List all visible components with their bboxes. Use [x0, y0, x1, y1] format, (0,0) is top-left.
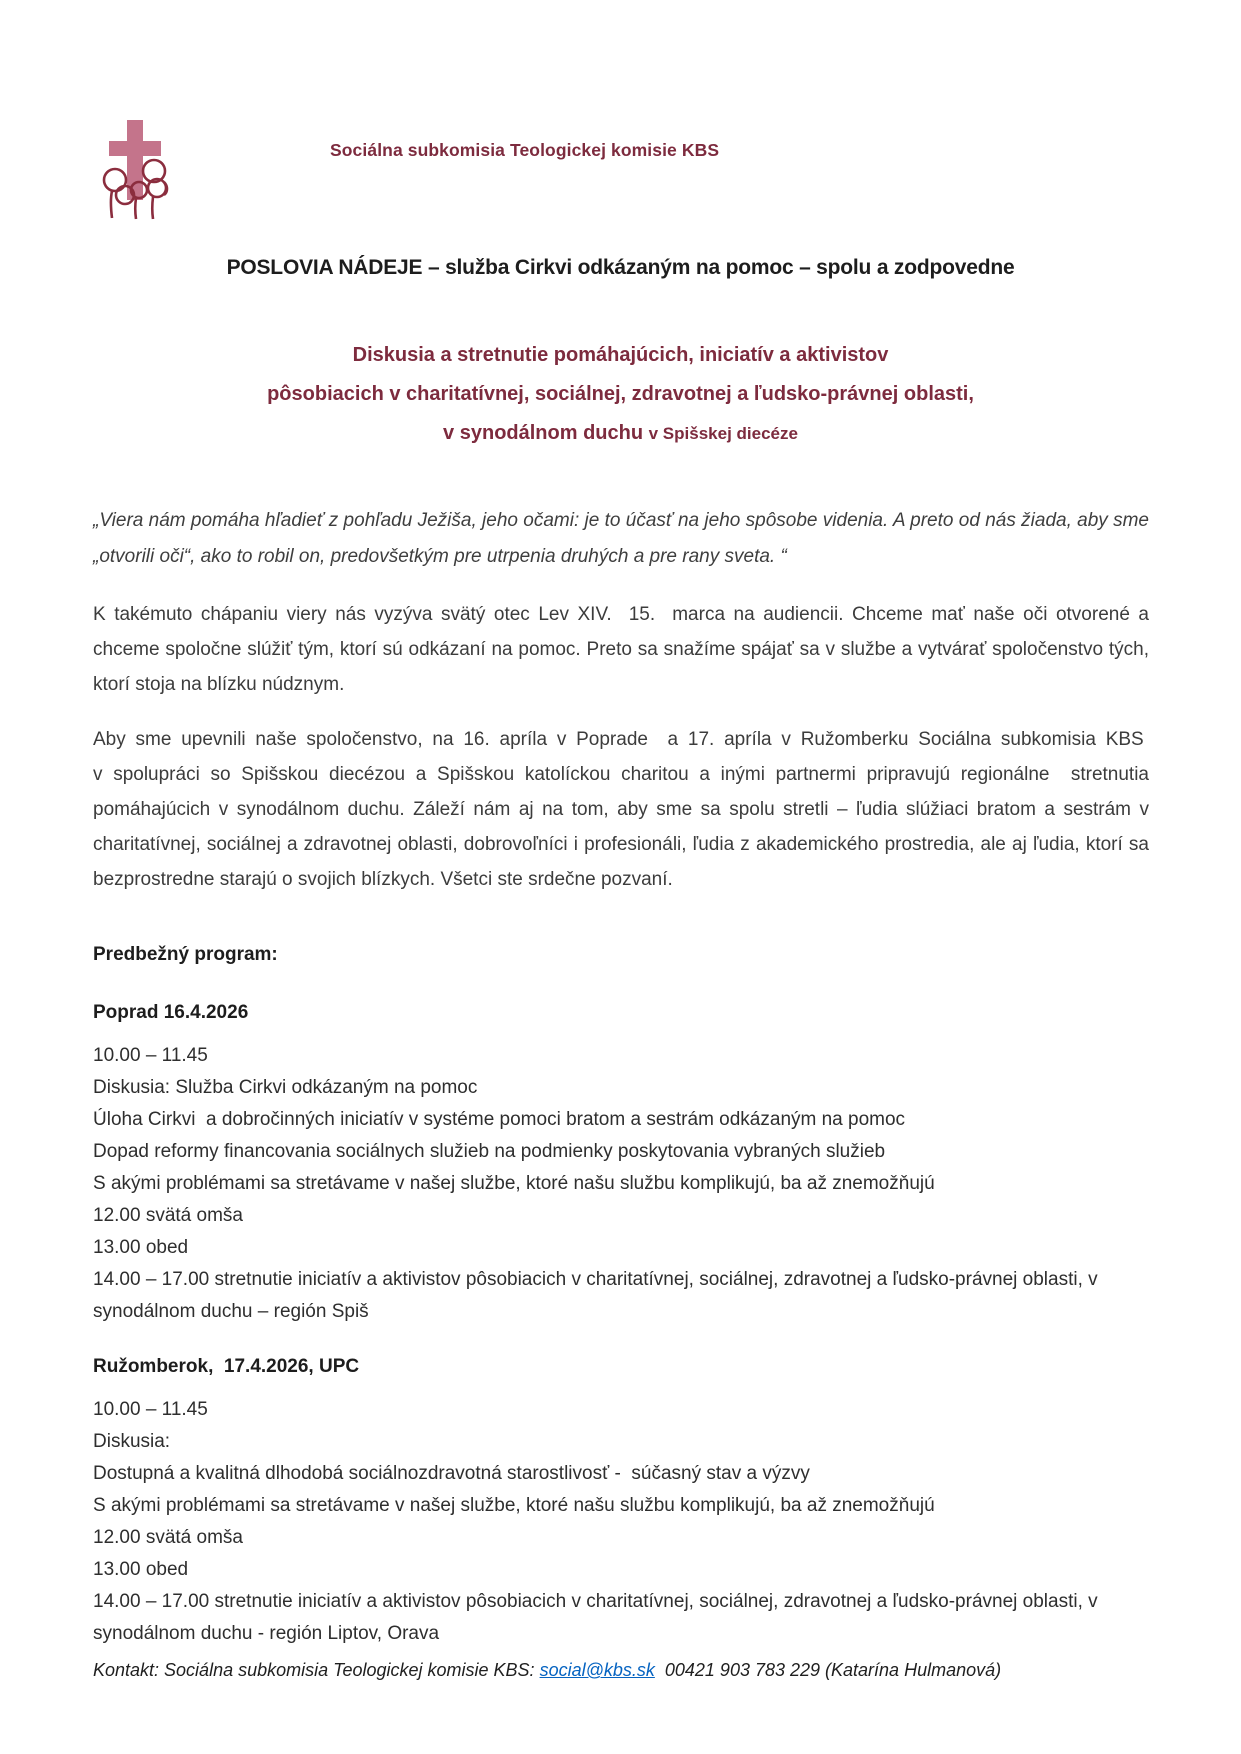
program-line: 13.00 obed — [93, 1237, 189, 1258]
program-line: 12.00 svätá omša — [93, 1205, 243, 1226]
program-line: S akými problémami sa stretávame v našej službe, ktoré našu službu komplikujú, ba až znemožňujú — [93, 1495, 935, 1516]
program-line: Dopad reformy financovania sociálnych služieb na podmienky poskytovania vybraných služieb — [93, 1141, 886, 1162]
quote-paragraph: „Viera nám pomáha hľadieť z pohľadu Ježiša, jeho očami: je to účasť na jeho spôsobe videnia. A preto od nás žiada, aby sme „otvorili oči“, ako to robil on, predovšetkým pre utrpenia druhých a pre rany sveta. “ — [93, 510, 1149, 567]
program-line: 14.00 – 17.00 stretnutie iniciatív a aktivistov pôsobiacich v charitatívnej, sociálnej, zdravotnej a ľudsko-právnej oblasti, v synodálnom duchu – región Spiš — [93, 1269, 1098, 1322]
cross-people-icon — [96, 118, 174, 220]
program-line: 10.00 – 11.45 — [93, 1045, 208, 1066]
paragraph-invitation: Aby sme upevnili naše spoločenstvo, na 16. apríla v Poprade a 17. apríla v Ružomberku Sociálna subkomisia KBS v spolupráci so Spišskou diecézou a Spišskou katolíckou charitou a inými partnermi pripravujú regionálne stretnutia pomáhajúcich v synodálnom duchu. Záleží nám aj na tom, aby sme sa spolu stretli – ľudia slúžiaci bratom a sestrám v charitatívnej, sociálnej a zdravotnej oblasti, dobrovoľníci i profesionáli, ľudia z akademického prostredia, ale aj ľudia, ktorí sa bezprostredne starajú o svojich blízkych. Všetci ste srdečne pozvaní. — [93, 729, 1149, 890]
program-line: Diskusia: Služba Cirkvi odkázaným na pomoc — [93, 1077, 478, 1098]
section-poprad-program — [93, 1040, 1149, 1328]
contact-email-link[interactable]: social@kbs.sk — [539, 1660, 655, 1680]
subtitle — [0, 336, 1241, 453]
section-heading-poprad: Poprad 16.4.2026 — [93, 1002, 249, 1023]
contact-prefix: Kontakt: Sociálna subkomisia Teologickej komisie KBS: — [93, 1660, 540, 1680]
subtitle-line-3-large: v synodálnom duchu — [443, 422, 649, 444]
subtitle-line-3-small: v Spišskej diecéze — [648, 424, 798, 443]
contact-suffix: 00421 903 783 229 (Katarína Hulmanová) — [654, 1660, 1002, 1680]
program-line: Dostupná a kvalitná dlhodobá sociálnozdravotná starostlivosť - súčasný stav a výzvy — [93, 1463, 810, 1484]
subtitle-line-2: pôsobiacich v charitatívnej, sociálnej, zdravotnej a ľudsko-právnej oblasti, — [267, 383, 974, 405]
paragraph-intro: K takémuto chápaniu viery nás vyzýva svätý otec Lev XIV. 15. marca na audiencii. Chceme mať naše oči otvorené a chceme spoločne slúžiť tým, ktorí sú odkázaní na pomoc. Preto sa snažíme spájať sa v službe a vytvárať spoločenstvo tých, ktorí stoja na blízku núdznym. — [93, 604, 1149, 695]
program-line: Diskusia: — [93, 1431, 171, 1452]
program-line: 14.00 – 17.00 stretnutie iniciatív a aktivistov pôsobiacich v charitatívnej, sociálnej, zdravotnej a ľudsko-právnej oblasti, v synodálnom duchu - región Liptov, Orava — [93, 1591, 1098, 1644]
section-ruzomberok-program — [93, 1394, 1149, 1650]
section-heading-ruzomberok: Ružomberok, 17.4.2026, UPC — [93, 1356, 360, 1377]
page-title: POSLOVIA NÁDEJE – služba Cirkvi odkázaným na pomoc – spolu a zodpovedne — [226, 256, 1015, 279]
org-header: Sociálna subkomisia Teologickej komisie KBS — [330, 140, 720, 160]
organization-logo — [96, 118, 174, 220]
program-line: 10.00 – 11.45 — [93, 1399, 208, 1420]
contact-line — [93, 1660, 1149, 1681]
subtitle-line-3 — [0, 414, 1241, 453]
subtitle-line-1: Diskusia a stretnutie pomáhajúcich, iniciatív a aktivistov — [352, 344, 889, 366]
program-heading: Predbežný program: — [93, 944, 278, 965]
program-line: 13.00 obed — [93, 1559, 189, 1580]
program-line: S akými problémami sa stretávame v našej službe, ktoré našu službu komplikujú, ba až znemožňujú — [93, 1173, 935, 1194]
program-line: 12.00 svätá omša — [93, 1527, 243, 1548]
program-line: Úloha Cirkvi a dobročinných iniciatív v systéme pomoci bratom a sestrám odkázaným na pomoc — [93, 1109, 906, 1130]
